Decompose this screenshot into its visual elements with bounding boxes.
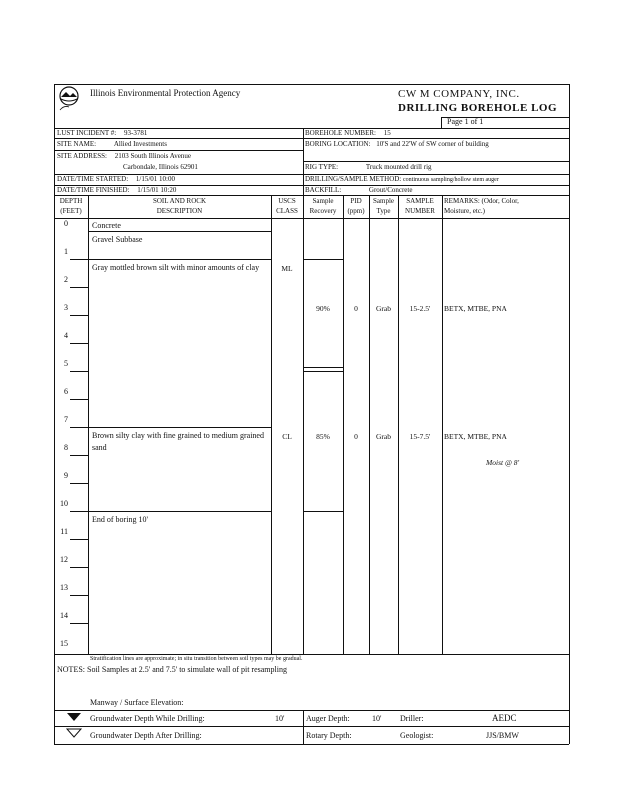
depth-tick [70, 371, 88, 372]
notes-value: Soil Samples at 2.5' and 7.5' to simulate wall of pit resampling [87, 665, 287, 674]
site-address-line1: 2103 South Illinois Avenue [114, 152, 192, 160]
depth-label: 13 [60, 583, 68, 592]
depth-label: 4 [64, 331, 68, 340]
col-remarks-header: REMARKS: (Odor, Color, Moisture, etc.) [444, 197, 519, 215]
backfill-label: BACKFILL: [305, 186, 342, 194]
rotary-label: Rotary Depth: [306, 731, 352, 740]
site-name-label: SITE NAME: [57, 140, 97, 148]
sample-pid: 0 [354, 432, 358, 441]
sample-number: 15-2.5' [409, 304, 431, 313]
datetime-finished-label: DATE/TIME FINISHED: [57, 186, 130, 194]
datetime-finished-value: 1/15/01 10:20 [137, 186, 177, 194]
uscs-class: ML [281, 264, 293, 273]
borehole-label: BOREHOLE NUMBER: [305, 129, 376, 137]
col-sample-type-header: Sample Type [373, 197, 394, 215]
depth-tick [70, 567, 88, 568]
auger-value: 10' [372, 714, 382, 723]
uscs-class: CL [282, 432, 292, 441]
col-sample-number-header: SAMPLE NUMBER [405, 197, 435, 215]
incident-label: LUST INCIDENT #: [57, 129, 117, 137]
datetime-started-label: DATE/TIME STARTED: [57, 175, 129, 183]
driller-value: AEDC [492, 713, 517, 723]
auger-label: Auger Depth: [306, 714, 350, 723]
depth-tick [70, 455, 88, 456]
sample-recovery: 85% [316, 432, 330, 441]
boring-location-label: BORING LOCATION: [305, 140, 371, 148]
depth-tick [70, 287, 88, 288]
depth-label: 14 [60, 611, 68, 620]
geologist-value: JJS/BMW [486, 731, 519, 740]
sample-recovery: 90% [316, 304, 330, 313]
depth-tick [70, 511, 88, 512]
depth-tick [70, 315, 88, 316]
depth-label: 3 [64, 303, 68, 312]
depth-label: 1 [64, 247, 68, 256]
agency-name: Illinois Environmental Protection Agency [90, 88, 241, 98]
depth-label: 15 [60, 639, 68, 648]
col-pid-header: PID (ppm) [347, 197, 365, 215]
gw-after-label: Groundwater Depth After Drilling: [90, 731, 202, 740]
depth-label: 10 [60, 499, 68, 508]
sample-interval-line [303, 367, 343, 368]
groundwater-after-drilling-icon [66, 728, 82, 738]
depth-label: 8 [64, 443, 68, 452]
drilling-method-label: DRILLING/SAMPLE METHOD: [305, 175, 402, 183]
col-uscs-header: USCS CLASS [276, 197, 298, 215]
depth-label: 2 [64, 275, 68, 284]
log-title: DRILLING BOREHOLE LOG [398, 102, 558, 114]
depth-label: 6 [64, 387, 68, 396]
gw-while-label: Groundwater Depth While Drilling: [90, 714, 205, 723]
page-total: 1 [479, 117, 484, 126]
layer-boundary [88, 259, 271, 260]
page-of: of [470, 117, 478, 126]
sample-pid: 0 [354, 304, 358, 313]
rig-type-value: Truck mounted drill rig [365, 163, 432, 171]
depth-label: 7 [64, 415, 68, 424]
layer-description: Brown silty clay with fine grained to medium grained sand [92, 431, 264, 452]
sample-type: Grab [376, 432, 391, 441]
datetime-started-value: 1/15/01 10:00 [135, 175, 175, 183]
layer-description: End of boring 10' [92, 515, 148, 524]
notes-label: NOTES: [57, 665, 85, 674]
groundwater-while-drilling-icon [66, 712, 82, 722]
depth-label: 9 [64, 471, 68, 480]
rig-type-label: RIG TYPE: [305, 163, 339, 171]
sample-interval-line [303, 371, 343, 372]
depth-tick [70, 399, 88, 400]
page-label: Page [447, 117, 463, 126]
sample-type: Grab [376, 304, 391, 313]
sample-remarks: BETX, MTBE, PNA [444, 432, 507, 441]
col-soil-header: SOIL AND ROCK DESCRIPTION [152, 197, 207, 215]
sample-interval-line [303, 511, 343, 512]
depth-tick [70, 259, 88, 260]
gw-while-value: 10' [275, 714, 285, 723]
sample-interval-line [303, 259, 343, 260]
manway-label: Manway / Surface Elevation: [90, 698, 184, 707]
drilling-method-value: continuous sampling/hollow stem auger [403, 177, 499, 183]
depth-tick [70, 427, 88, 428]
depth-tick [70, 595, 88, 596]
depth-tick [70, 539, 88, 540]
sample-remarks: BETX, MTBE, PNA [444, 304, 507, 313]
layer-boundary [88, 511, 271, 512]
layer-description: Concrete [92, 221, 121, 230]
layer-description: Gray mottled brown silt with minor amounts of clay [92, 263, 260, 272]
page-number: 1 [464, 117, 469, 126]
site-name-value: Allied Investments [113, 140, 167, 148]
site-address-line2: Carbondale, Illinois 62901 [123, 163, 198, 171]
geologist-label: Geologist: [400, 731, 434, 740]
depth-tick [70, 483, 88, 484]
boring-location-value: 10'S and 22'W of SW corner of building [376, 140, 489, 148]
layer-boundary [88, 427, 271, 428]
depth-tick [70, 623, 88, 624]
depth-label: 12 [60, 555, 68, 564]
driller-label: Driller: [400, 714, 424, 723]
depth-label: 11 [60, 527, 68, 536]
col-recovery-header: Sample Recovery [309, 197, 337, 215]
stratification-note: Stratification lines are approximate; in situ transition between soil types may be gradual. [90, 656, 303, 662]
company-name: CW M COMPANY, INC. [398, 88, 520, 100]
sample-note: Moist @ 8' [486, 458, 520, 467]
sample-number: 15-7.5' [409, 432, 431, 441]
site-address-label: SITE ADDRESS: [57, 152, 107, 160]
depth-label: 5 [64, 359, 68, 368]
layer-description: Gravel Subbase [92, 235, 143, 244]
incident-value: 93-3781 [124, 129, 148, 137]
col-depth-header: DEPTH (FEET) [59, 197, 83, 215]
depth-label: 0 [64, 219, 68, 228]
depth-tick [70, 343, 88, 344]
backfill-value: Grout/Concrete [368, 186, 413, 194]
form-frame [54, 84, 570, 744]
borehole-value: 15 [383, 129, 391, 137]
